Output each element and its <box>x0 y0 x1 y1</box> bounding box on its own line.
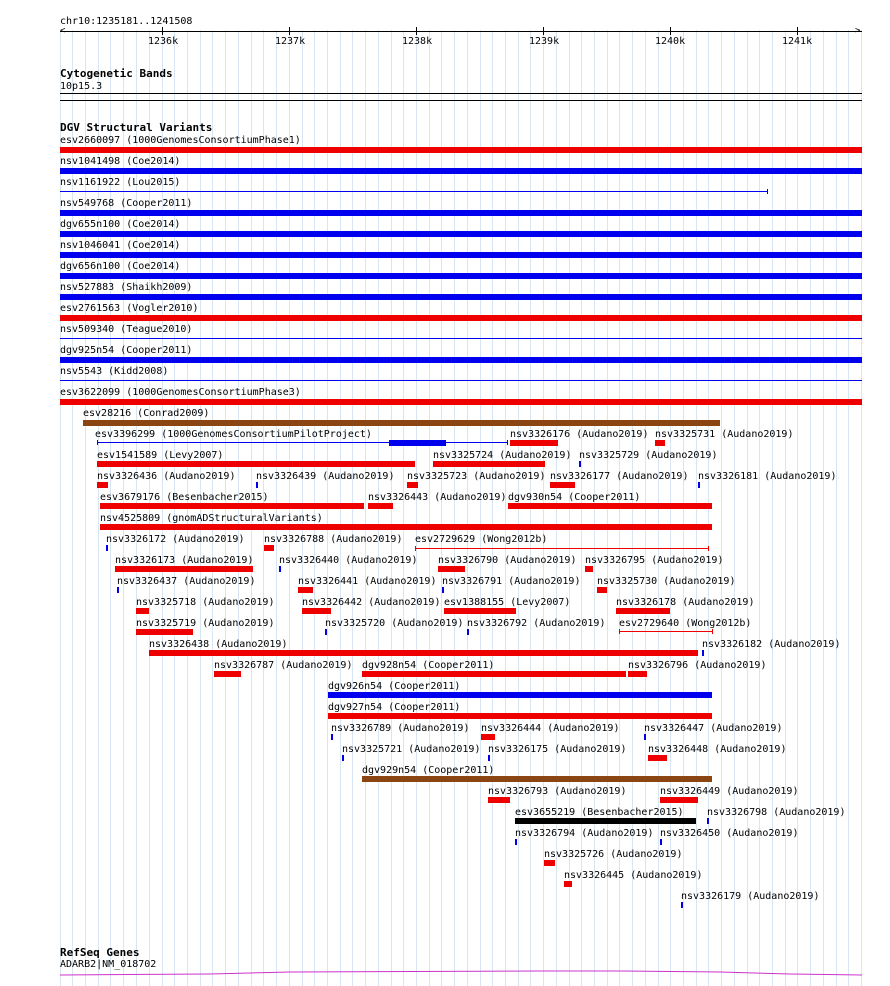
ruler-tick-label: 1236k <box>148 36 179 47</box>
variant-label[interactable]: esv1541589 (Levy2007) <box>97 450 224 461</box>
variant-bar[interactable] <box>438 566 465 572</box>
variant-bar[interactable] <box>60 252 862 258</box>
variant-label[interactable]: nsv3326791 (Audano2019) <box>442 576 581 587</box>
variant-label[interactable]: nsv3326181 (Audano2019) <box>698 471 837 482</box>
variant-label[interactable]: nsv3325729 (Audano2019) <box>579 450 718 461</box>
refseq-track-title[interactable]: RefSeq Genes <box>60 946 140 959</box>
ruler-tick <box>289 27 290 35</box>
variant-bar[interactable] <box>389 440 446 446</box>
variant-bar[interactable] <box>149 650 698 656</box>
variant-bar[interactable] <box>433 461 545 467</box>
variant-bar[interactable] <box>342 755 344 761</box>
variant-bar[interactable] <box>100 524 712 530</box>
variant-line[interactable] <box>619 631 713 632</box>
variant-label[interactable]: nsv3326789 (Audano2019) <box>331 723 470 734</box>
variant-label[interactable]: nsv549768 (Cooper2011) <box>60 198 193 209</box>
variant-bar[interactable] <box>550 482 575 488</box>
variant-bar[interactable] <box>117 587 119 593</box>
variant-label[interactable]: nsv3326795 (Audano2019) <box>585 555 724 566</box>
gene-label[interactable]: ADARB2|NM_018702 <box>60 959 157 970</box>
position-label: chr10:1235181..1241508 <box>60 16 193 27</box>
variant-bar[interactable] <box>544 860 555 866</box>
variant-bar[interactable] <box>442 587 444 593</box>
variant-bar[interactable] <box>597 587 607 593</box>
variant-label[interactable]: nsv527883 (Shaikh2009) <box>60 282 193 293</box>
variant-label[interactable]: dgv927n54 (Cooper2011) <box>328 702 461 713</box>
variant-bar[interactable] <box>467 629 469 635</box>
variant-label[interactable]: dgv926n54 (Cooper2011) <box>328 681 461 692</box>
variant-label[interactable]: esv3655219 (Besenbacher2015) <box>515 807 684 818</box>
variant-label[interactable]: esv3622099 (1000GenomesConsortiumPhase3) <box>60 387 301 398</box>
variant-label[interactable]: nsv3326788 (Audano2019) <box>264 534 403 545</box>
ruler-axis <box>60 31 862 32</box>
variant-label[interactable]: nsv3326440 (Audano2019) <box>279 555 418 566</box>
variant-bar[interactable] <box>60 315 862 321</box>
ruler-tick <box>162 27 163 35</box>
variant-label[interactable]: esv3679176 (Besenbacher2015) <box>100 492 269 503</box>
variant-label[interactable]: nsv3326445 (Audano2019) <box>564 870 703 881</box>
variant-label[interactable]: dgv929n54 (Cooper2011) <box>362 765 495 776</box>
variant-bar[interactable] <box>60 273 862 279</box>
variant-label[interactable]: nsv3326792 (Audano2019) <box>467 618 606 629</box>
ruler-tick <box>797 27 798 35</box>
variant-bar[interactable] <box>136 629 193 635</box>
variant-label[interactable]: esv28216 (Conrad2009) <box>83 408 210 419</box>
variant-bar[interactable] <box>655 440 665 446</box>
variant-label[interactable]: nsv3325723 (Audano2019) <box>407 471 546 482</box>
ruler-tick <box>670 27 671 35</box>
variant-label[interactable]: esv1388155 (Levy2007) <box>444 597 571 608</box>
variant-label[interactable]: nsv3326436 (Audano2019) <box>97 471 236 482</box>
variant-label[interactable]: nsv3326437 (Audano2019) <box>117 576 256 587</box>
variant-bar[interactable] <box>707 818 709 824</box>
variant-bar[interactable] <box>60 399 862 405</box>
variant-bar[interactable] <box>368 503 393 509</box>
variant-label[interactable]: nsv3326793 (Audano2019) <box>488 786 627 797</box>
cytoband-label[interactable]: 10p15.3 <box>60 81 103 92</box>
variant-bar[interactable] <box>362 776 712 782</box>
ruler-tick-label: 1238k <box>402 36 433 47</box>
variant-label[interactable]: nsv3326441 (Audano2019) <box>298 576 437 587</box>
variant-label[interactable]: nsv3326449 (Audano2019) <box>660 786 799 797</box>
variant-label[interactable]: nsv3325720 (Audano2019) <box>325 618 464 629</box>
variant-bar[interactable] <box>660 839 662 845</box>
variant-label[interactable]: esv2761563 (Vogler2010) <box>60 303 199 314</box>
variant-label[interactable]: nsv3325730 (Audano2019) <box>597 576 736 587</box>
variant-bar[interactable] <box>83 420 720 426</box>
variant-bar[interactable] <box>515 839 517 845</box>
variant-label[interactable]: esv3396299 (1000GenomesConsortiumPilotProject) <box>95 429 372 440</box>
variant-bar[interactable] <box>702 650 704 656</box>
variant-bar[interactable] <box>579 461 581 467</box>
variant-bar[interactable] <box>616 608 670 614</box>
variant-label[interactable]: nsv3326794 (Audano2019) <box>515 828 654 839</box>
variant-bar[interactable] <box>564 881 572 887</box>
ruler-tick-label: 1237k <box>275 36 306 47</box>
variant-label[interactable]: nsv3325731 (Audano2019) <box>655 429 794 440</box>
variant-line[interactable] <box>60 191 768 192</box>
cytoband-line[interactable] <box>60 93 862 94</box>
ruler-tick-label: 1240k <box>655 36 686 47</box>
ruler-right-arrow: > <box>855 26 861 36</box>
track-divider <box>60 100 862 101</box>
variant-bar[interactable] <box>515 818 696 824</box>
variant-label[interactable]: nsv3326790 (Audano2019) <box>438 555 577 566</box>
variant-bar[interactable] <box>585 566 593 572</box>
variant-bar[interactable] <box>328 692 712 698</box>
variant-bar[interactable] <box>106 545 108 551</box>
ruler-tick-label: 1241k <box>782 36 813 47</box>
variant-bar[interactable] <box>481 734 495 740</box>
variant-endcap <box>507 440 508 445</box>
variant-bar[interactable] <box>60 357 862 363</box>
variant-label[interactable]: nsv3326443 (Audano2019) <box>368 492 507 503</box>
variant-bar[interactable] <box>136 608 149 614</box>
variant-endcap <box>767 189 768 194</box>
variant-line[interactable] <box>60 338 862 339</box>
variant-bar[interactable] <box>508 503 712 509</box>
variant-bar[interactable] <box>97 482 108 488</box>
variant-bar[interactable] <box>60 231 862 237</box>
variant-bar[interactable] <box>100 503 364 509</box>
variant-label[interactable]: dgv656n100 (Coe2014) <box>60 261 181 272</box>
variant-label[interactable]: esv2729640 (Wong2012b) <box>619 618 752 629</box>
variant-label[interactable]: dgv930n54 (Cooper2011) <box>508 492 641 503</box>
variant-label[interactable]: nsv1161922 (Lou2015) <box>60 177 181 188</box>
variant-bar[interactable] <box>628 671 647 677</box>
variant-line[interactable] <box>415 548 709 549</box>
variant-bar[interactable] <box>698 482 700 488</box>
variant-label[interactable]: nsv3326179 (Audano2019) <box>681 891 820 902</box>
variant-label[interactable]: nsv1041498 (Coe2014) <box>60 156 181 167</box>
variant-label[interactable]: dgv655n100 (Coe2014) <box>60 219 181 230</box>
variant-bar[interactable] <box>60 168 862 174</box>
cytoband-track-title[interactable]: Cytogenetic Bands <box>60 67 173 80</box>
variant-label[interactable]: nsv1046041 (Coe2014) <box>60 240 181 251</box>
variant-label[interactable]: nsv5543 (Kidd2008) <box>60 366 169 377</box>
variant-bar[interactable] <box>264 545 274 551</box>
variant-label[interactable]: nsv3326787 (Audano2019) <box>214 660 353 671</box>
ruler-left-arrow: < <box>60 26 66 36</box>
variant-label[interactable]: nsv3326173 (Audano2019) <box>115 555 254 566</box>
variant-bar[interactable] <box>331 734 333 740</box>
variant-bar[interactable] <box>60 210 862 216</box>
variant-bar[interactable] <box>681 902 683 908</box>
gene-intron-line <box>60 971 862 975</box>
variant-endcap <box>712 629 713 634</box>
variant-bar[interactable] <box>644 734 646 740</box>
variant-label[interactable]: nsv3326447 (Audano2019) <box>644 723 783 734</box>
variant-bar[interactable] <box>407 482 418 488</box>
variant-label[interactable]: dgv925n54 (Cooper2011) <box>60 345 193 356</box>
variant-bar[interactable] <box>660 797 698 803</box>
variant-label[interactable]: nsv3326178 (Audano2019) <box>616 597 755 608</box>
variant-label[interactable]: nsv3326444 (Audano2019) <box>481 723 620 734</box>
variant-bar[interactable] <box>60 147 862 153</box>
dgv-track-title[interactable]: DGV Structural Variants <box>60 121 213 134</box>
variant-label[interactable]: nsv3326172 (Audano2019) <box>106 534 245 545</box>
variant-bar[interactable] <box>256 482 258 488</box>
variant-label[interactable]: nsv3326177 (Audano2019) <box>550 471 689 482</box>
variant-label[interactable]: nsv3325724 (Audano2019) <box>433 450 572 461</box>
variant-label[interactable]: nsv3326439 (Audano2019) <box>256 471 395 482</box>
variant-label[interactable]: nsv3326175 (Audano2019) <box>488 744 627 755</box>
ruler-tick <box>416 27 417 35</box>
variant-bar[interactable] <box>362 671 626 677</box>
variant-bar[interactable] <box>214 671 241 677</box>
variant-bar[interactable] <box>325 629 327 635</box>
variant-label[interactable]: nsv3326176 (Audano2019) <box>510 429 649 440</box>
variant-bar[interactable] <box>302 608 331 614</box>
variant-label[interactable]: esv2729629 (Wong2012b) <box>415 534 548 545</box>
ruler-tick-label: 1239k <box>529 36 560 47</box>
variant-label[interactable]: nsv3326448 (Audano2019) <box>648 744 787 755</box>
variant-bar[interactable] <box>488 797 510 803</box>
variant-bar[interactable] <box>298 587 313 593</box>
variant-label[interactable]: nsv3326442 (Audano2019) <box>302 597 441 608</box>
variant-bar[interactable] <box>115 566 253 572</box>
variant-label[interactable]: nsv3325721 (Audano2019) <box>342 744 481 755</box>
variant-endcap <box>708 546 709 551</box>
variant-label[interactable]: nsv4525809 (gnomADStructuralVariants) <box>100 513 323 524</box>
variant-bar[interactable] <box>60 294 862 300</box>
variant-label[interactable]: nsv3325726 (Audano2019) <box>544 849 683 860</box>
variant-line[interactable] <box>60 380 862 381</box>
gene-model[interactable] <box>60 966 862 978</box>
variant-bar[interactable] <box>444 608 516 614</box>
variant-bar[interactable] <box>510 440 558 446</box>
variant-label[interactable]: nsv3326182 (Audano2019) <box>702 639 841 650</box>
variant-label[interactable]: nsv3326798 (Audano2019) <box>707 807 846 818</box>
variant-label[interactable]: nsv509340 (Teague2010) <box>60 324 193 335</box>
variant-bar[interactable] <box>488 755 490 761</box>
variant-label[interactable]: nsv3326796 (Audano2019) <box>628 660 767 671</box>
variant-label[interactable]: nsv3326438 (Audano2019) <box>149 639 288 650</box>
variant-bar[interactable] <box>328 713 712 719</box>
variant-label[interactable]: nsv3325718 (Audano2019) <box>136 597 275 608</box>
ruler-tick <box>543 27 544 35</box>
variant-bar[interactable] <box>97 461 415 467</box>
variant-bar[interactable] <box>279 566 281 572</box>
variant-label[interactable]: nsv3325719 (Audano2019) <box>136 618 275 629</box>
variant-label[interactable]: dgv928n54 (Cooper2011) <box>362 660 495 671</box>
variant-label[interactable]: esv2660097 (1000GenomesConsortiumPhase1) <box>60 135 301 146</box>
variant-label[interactable]: nsv3326450 (Audano2019) <box>660 828 799 839</box>
variant-bar[interactable] <box>648 755 667 761</box>
